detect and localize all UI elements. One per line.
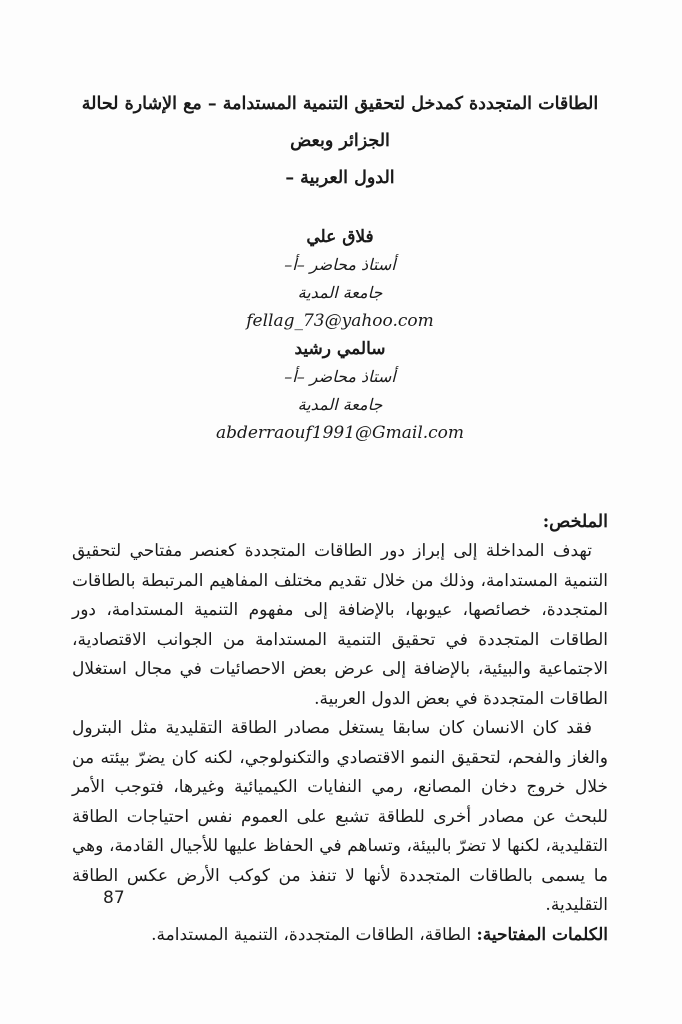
keywords-label: الكلمات المفتاحية: — [476, 924, 608, 945]
keywords-line — [72, 921, 608, 951]
paper-title-line-2: الدول العربية – — [285, 168, 395, 188]
paper-title — [72, 86, 608, 197]
abstract-section — [72, 507, 608, 950]
author-2-role: أستاذ محاضر –أ– — [284, 367, 396, 386]
author-1-affiliation: جامعة المدية — [297, 283, 383, 302]
author-2-name: سالمي رشيد — [294, 339, 386, 359]
author-1-email: fellag_73@yahoo.com — [246, 311, 434, 331]
abstract-heading: الملخص: — [542, 512, 608, 532]
keywords-text: الطاقة، الطاقات المتجددة، التنمية المستدامة. — [151, 924, 477, 945]
author-1 — [72, 223, 608, 335]
author-2-email: abderraouf1991@Gmail.com — [215, 423, 465, 443]
author-2 — [72, 335, 608, 447]
author-1-role: أستاذ محاضر –أ– — [284, 255, 396, 274]
paper-title-line-1: الطاقات المتجددة كمدخل لتحقيق التنمية المستدامة – مع الإشارة لحالة الجزائر وبعض — [81, 94, 599, 151]
page-number: 87 — [103, 888, 125, 908]
author-1-name: فلاق علي — [306, 227, 374, 247]
abstract-paragraph-1: تهدف المداخلة إلى إبراز دور الطاقات المتجددة كعنصر مفتاحي لتحقيق التنمية المستدامة، وذلك من خلال تقديم مختلف المفاهيم المرتبطة بالطاقات المتجددة، خصائصها، عيوبها، بالإضافة إلى مفهوم التنمية المستدامة، دور الطاقات المتجددة في تحقيق التنمية المستدامة من الجوانب الاقتصادية، الاجتماعية والبيئية، بالإضافة إلى عرض بعض الاحصائيات في مجال استغلال الطاقات المتجددة في بعض الدول العربية. — [72, 541, 608, 709]
author-2-affiliation: جامعة المدية — [297, 395, 383, 414]
authors-block — [72, 223, 608, 447]
abstract-paragraph-2: فقد كان الانسان كان سابقا يستغل مصادر الطاقة التقليدية مثل البترول والغاز والفحم، لتحقيق النمو الاقتصادي والتكنولوجي، لكنه كان يضرّ بيئته من خلال خروج دخان المصانع، رمي النفايات الكيميائية وغيرها، فتوجب الأمر للبحث عن مصادر أخرى للطاقة تشبع على العموم نفس احتياجات الطاقة التقليدية، لكنها لا تضرّ بالبيئة، وتساهم في الحفاظ عليها للأجيال القادمة، وهي ما يسمى بالطاقات المتجددة لأنها لا تنفذ من كوكب الأرض عكس الطاقة التقليدية. — [72, 718, 608, 915]
